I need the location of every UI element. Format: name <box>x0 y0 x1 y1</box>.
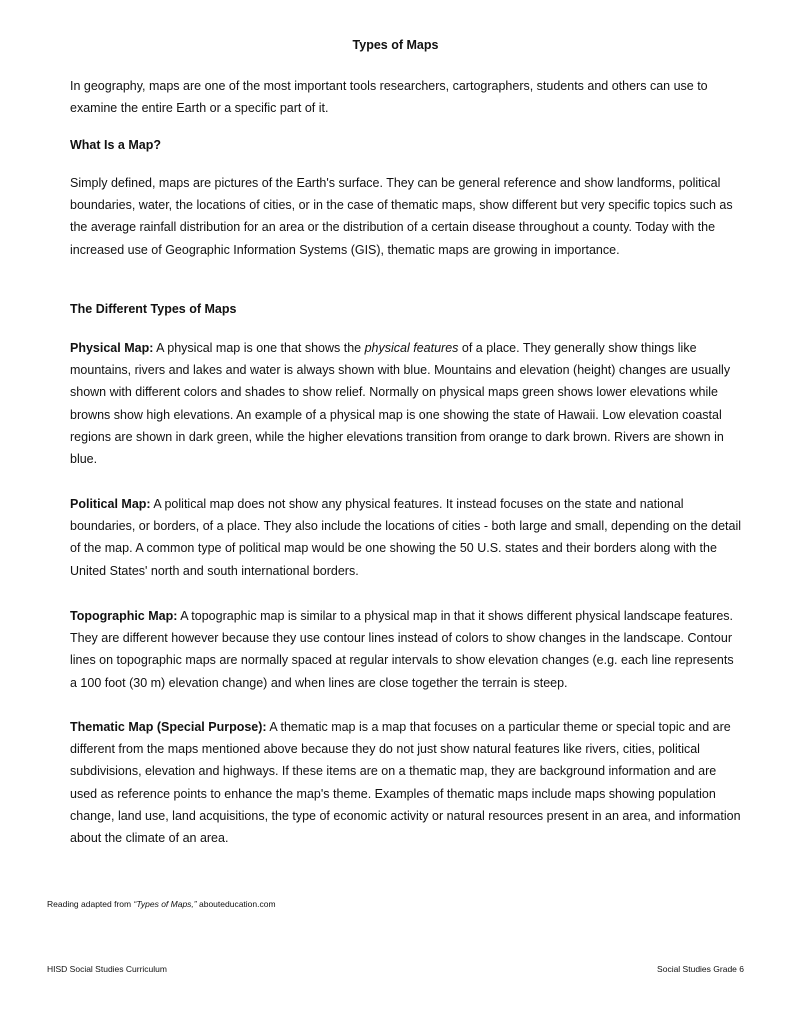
physical-map-label: Physical Map: <box>70 341 154 355</box>
physical-map-text-pre: A physical map is one that shows the <box>153 341 365 355</box>
thematic-map-paragraph <box>70 716 742 849</box>
footer-grade: Social Studies Grade 6 <box>657 964 744 974</box>
source-prefix: Reading adapted from <box>47 899 134 909</box>
topographic-map-text: A topographic map is similar to a physical map in that it shows different physical landscape features. They are different however because they use contour lines instead of colors to show changes in the landscape. Contour lines on topographic maps are normally spaced at regular intervals to show elevation changes (e.g. each line represents a 100 foot (30 m) elevation change) and when lines are close together the terrain is steep. <box>70 609 734 690</box>
source-citation <box>47 899 276 909</box>
physical-features-emphasis: physical features <box>364 341 459 355</box>
political-map-text: A political map does not show any physical features. It instead focuses on the state and national boundaries, or borders, of a place. They also include the locations of cities - both large and small, depending on the detail of the map. A common type of political map would be one showing the 50 U.S. states and their borders along with the United States' north and south international borders. <box>70 497 742 578</box>
source-site: abouteducation.com <box>196 899 276 909</box>
intro-paragraph: In geography, maps are one of the most important tools researchers, cartographers, students and others can use to examine the entire Earth or a specific part of it. <box>70 79 708 116</box>
topographic-map-label: Topographic Map: <box>70 609 178 623</box>
topographic-map-paragraph <box>70 605 742 694</box>
thematic-map-text: A thematic map is a map that focuses on a particular theme or special topic and are different from the maps mentioned above because they do not just show natural features like rivers, cities, political subdivisions, elevation and highways. If these items are on a thematic map, they are background information and are used as reference points to enhance the map's theme. Examples of thematic maps include maps showing population change, land use, land acquisitions, the type of economic activity or natural resources present in an area, and information about the climate of an area. <box>70 720 741 846</box>
page-title: Types of Maps <box>352 38 439 52</box>
physical-map-text-post: of a place. They generally show things like mountains, rivers and lakes and water is always shown with blue. Mountains and elevation (height) changes are usually shown with different colors and shades to show relief. Normally on physical maps green shows lower elevations while browns show high elevations. An example of a physical map is one showing the state of Hawaii. Low elevation coastal regions are shown in dark green, while the higher elevations transition from orange to dark brown. Rivers are shown in blue. <box>70 341 731 467</box>
political-map-paragraph <box>70 493 742 582</box>
types-of-maps-heading: The Different Types of Maps <box>70 302 237 316</box>
thematic-map-label: Thematic Map (Special Purpose): <box>70 720 267 734</box>
political-map-label: Political Map: <box>70 497 151 511</box>
what-is-a-map-paragraph: Simply defined, maps are pictures of the Earth's surface. They can be general reference and show landforms, political boundaries, water, the locations of cities, or in the case of thematic maps, show different but very specific topics such as the average rainfall distribution for an area or the distribution of a certain disease throughout a county. Today with the increased use of Geographic Information Systems (GIS), thematic maps are growing in importance. <box>70 176 733 257</box>
what-is-a-map-heading: What Is a Map? <box>70 138 161 152</box>
footer-curriculum: HISD Social Studies Curriculum <box>47 964 167 974</box>
source-title: “Types of Maps,” <box>133 899 197 909</box>
physical-map-paragraph <box>70 337 742 470</box>
